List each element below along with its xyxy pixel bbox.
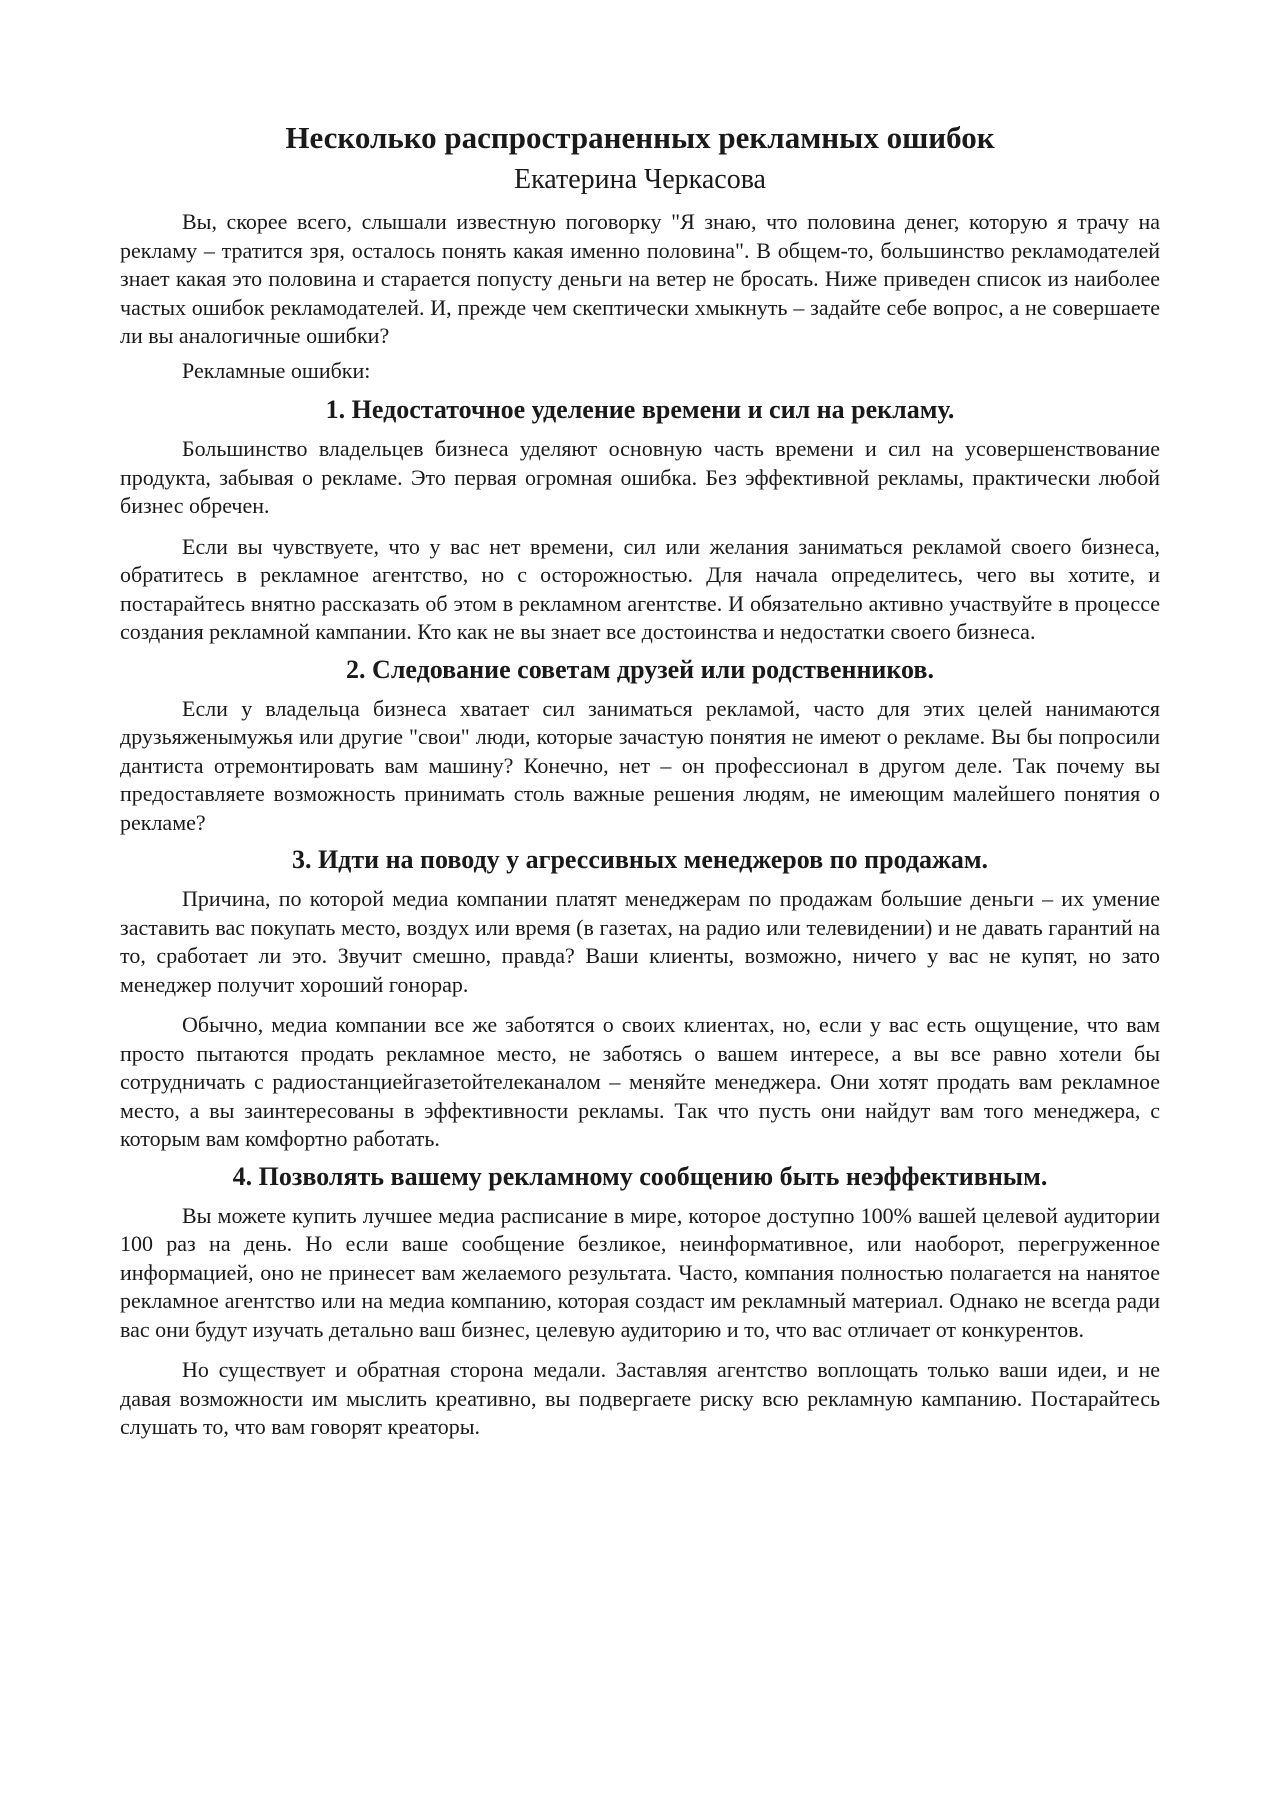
section-heading: 2. Следование советам друзей или родственников. bbox=[346, 654, 934, 684]
author-name: Екатерина Черкасова bbox=[514, 164, 766, 195]
section-heading: 4. Позволять вашему рекламному сообщению быть неэффективным. bbox=[232, 1161, 1048, 1191]
section-paragraph: Большинство владельцев бизнеса уделяют основную часть времени и сил на усовершенствование продукта, забывая о рекламе. Это первая огромная ошибка. Без эффективной рекламы, практически любой бизнес обречен. bbox=[120, 436, 1160, 518]
section-paragraph: Но существует и обратная сторона медали. Заставляя агентство воплощать только ваши идеи, и не давая возможности им мыслить креативно, вы подвергаете риску всю рекламную кампанию. Постарайтесь слушать то, что вам говорят креаторы. bbox=[120, 1357, 1160, 1439]
section-paragraph: Обычно, медиа компании все же заботятся о своих клиентах, но, если у вас есть ощущение, что вам просто пытаются продать рекламное место, не заботясь о вашем интересе, а вы все равно хотели бы сотрудничать с радиостанциейгазетойтелеканалом – меняйте менеджера. Они хотят продать вам рекламное место, а вы заинтересованы в эффективности рекламы. Так что пусть они найдут вам того менеджера, с которым вам комфортно работать. bbox=[120, 1012, 1160, 1151]
section-heading: 3. Идти на поводу у агрессивных менеджеров по продажам. bbox=[291, 845, 989, 874]
section-3 bbox=[120, 843, 1160, 1154]
intro-paragraph: Вы, скорее всего, слышали известную поговорку "Я знаю, что половина денег, которую я трачу на рекламу – тратится зря, осталось понять какая именно половина". В общем-то, большинство рекламодателей знает какая это половина и старается попусту деньги на ветер не бросать. Ниже приведен список из наиболее частых ошибок рекламодателей. И, прежде чем скептически хмыкнуть – задайте себе вопрос, а не совершаете ли вы аналогичные ошибки? bbox=[120, 209, 1160, 348]
section-1 bbox=[120, 393, 1160, 647]
section-4 bbox=[120, 1160, 1160, 1442]
section-paragraph: Вы можете купить лучшее медиа расписание в мире, которое доступно 100% вашей целевой аудитории 100 раз на день. Но если ваше сообщение безликое, неинформативное, или наоборот, перегруженное информацией, оно не принесет вам желаемого результата. Часто, компания полностью полагается на нанятое рекламное агентство или на медиа компанию, которая создаст им рекламный материал. Однако не всегда ради вас они будут изучать детально ваш бизнес, целевую аудиторию и то, что вас отличает от конкурентов. bbox=[120, 1202, 1160, 1342]
section-paragraph: Если вы чувствуете, что у вас нет времени, сил или желания заниматься рекламой своего бизнеса, обратитесь в рекламное агентство, но с осторожностью. Для начала определитесь, чего вы хотите, и постарайтесь внятно рассказать об этом в рекламном агентстве. И обязательно активно участвуйте в процессе создания рекламной кампании. Кто как не вы знает все достоинства и недостатки своего бизнеса. bbox=[120, 533, 1160, 644]
section-paragraph: Если у владельца бизнеса хватает сил заниматься рекламой, часто для этих целей нанимаются друзьяженымужья или другие "свои" люди, которые зачастую понятия не имеют о рекламе. Вы бы попросили дантиста отремонтировать вам машину? Конечно, нет – он профессионал в другом деле. Так почему вы предоставляете возможность принимать столь важные решения людям, не имеющим малейшего понятия о рекламе? bbox=[120, 695, 1160, 835]
section-paragraph: Причина, по которой медиа компании платят менеджерам по продажам большие деньги – их умение заставить вас покупать место, воздух или время (в газетах, на радио или телевидении) и не давать гарантий на то, сработает ли это. Звучит смешно, правда? Ваши клиенты, возможно, ничего у вас не купят, но зато менеджер получит хороший гонорар. bbox=[120, 886, 1160, 997]
list-label: Рекламные ошибки: bbox=[182, 357, 371, 383]
page-title: Несколько распространенных рекламных ошибок bbox=[285, 120, 995, 155]
section-heading: 1. Недостаточное уделение времени и сил на рекламу. bbox=[325, 395, 955, 424]
section-2 bbox=[120, 653, 1160, 838]
